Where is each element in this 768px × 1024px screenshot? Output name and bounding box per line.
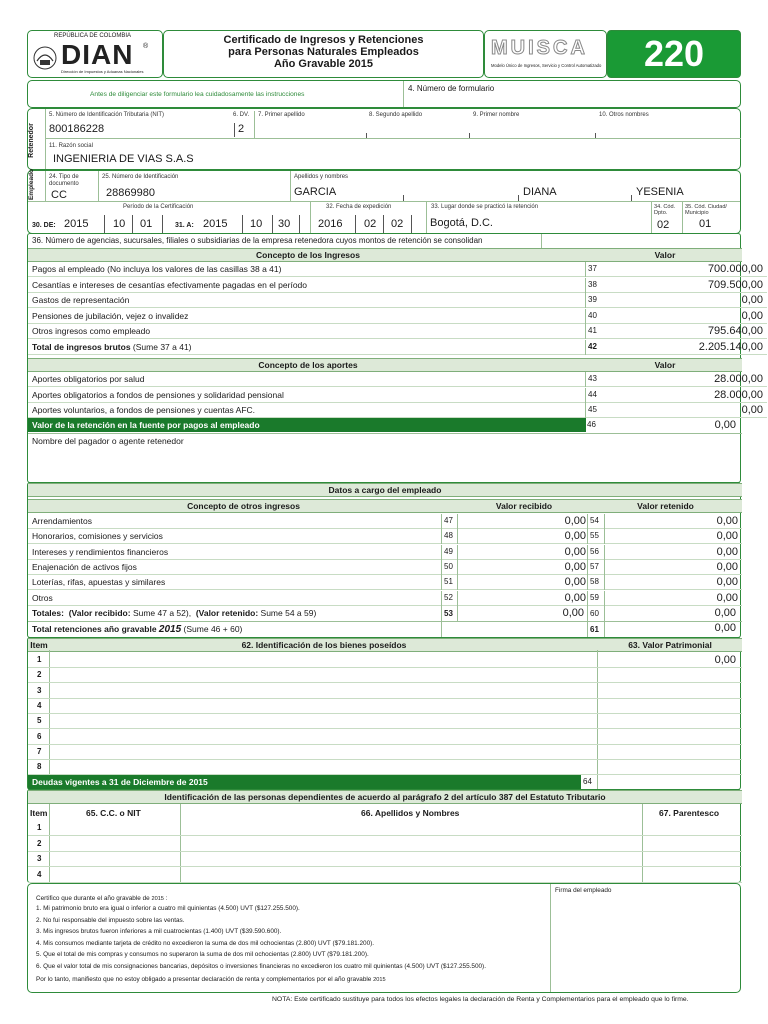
bien-row — [28, 699, 742, 714]
certifico-line: 1. Mi patrimonio bruto era igual o inferior a cuatro mil quinientas (4.500) UVT ($127.255.500). — [36, 905, 300, 912]
column-divider — [457, 575, 458, 590]
ingreso-value: 0,00 — [741, 309, 763, 322]
nit-label: 5. Número de Identificación Tributaria (NIT) — [49, 112, 165, 118]
header-logo-box — [27, 30, 163, 78]
dependiente-item: 1 — [37, 823, 42, 832]
nombre1-value: DIANA — [523, 186, 557, 198]
dian-seal-icon — [32, 45, 58, 71]
otro-label: Otros — [32, 592, 53, 603]
bien-row — [28, 745, 742, 760]
total-retenciones-row: Total retenciones año gravable 2015 (Sume 46 + 60) — [32, 624, 243, 635]
ingreso-total-num: 42 — [585, 340, 601, 355]
otro-num-recibido: 49 — [441, 545, 457, 560]
ingreso-row — [28, 324, 767, 339]
apellido1-label: 7. Primer apellido — [258, 112, 305, 118]
bien-item: 7 — [37, 746, 42, 756]
retencion-row: Valor de la retención en la fuente por pagos al empleado — [28, 418, 586, 432]
bien-row — [28, 668, 742, 683]
nombre2-value: YESENIA — [636, 186, 684, 198]
fecha-month: 02 — [364, 218, 377, 230]
otro-ingreso-row — [28, 545, 742, 560]
concepto-otros-header: Concepto de otros ingresos — [28, 499, 459, 513]
total-ret-value: 0,00 — [714, 622, 736, 634]
otro-value-retenido: 0,00 — [716, 515, 738, 527]
otro-ingreso-row — [28, 560, 742, 575]
razon-social-label: 11. Razón social — [49, 143, 93, 149]
firma-field[interactable] — [555, 898, 737, 988]
ingreso-total-row — [28, 340, 767, 355]
ingresos-box — [27, 233, 763, 483]
a-year: 2015 — [203, 218, 228, 230]
ingreso-num: 40 — [585, 309, 601, 324]
muisca-box — [484, 30, 607, 78]
otro-value-retenido: 0,00 — [716, 591, 738, 604]
certifico-line: 2. No fui responsable del impuesto sobre las ventas. — [36, 916, 185, 924]
razon-social-value: INGENIERIA DE VIAS S.A.S — [53, 153, 194, 165]
dv-value: 2 — [238, 123, 245, 135]
otro-value-recibido: 0,00 — [564, 591, 586, 604]
ingreso-label: Cesantías e intereses de cesantías efectivamente pagadas en el período — [32, 279, 308, 290]
form-number: 220 — [643, 33, 705, 74]
bien-row — [28, 730, 742, 745]
empleado-box — [27, 170, 741, 234]
tipo-doc-value: CC — [51, 189, 67, 201]
dependiente-item: 2 — [37, 838, 42, 848]
title-line-3: Año Gravable 2015 — [273, 58, 374, 70]
a-month: 10 — [250, 218, 263, 230]
otro-label: Loterías, rifas, apuestas y similares — [32, 577, 166, 588]
pagador-label: Nombre del pagador o agente retenedor — [32, 436, 184, 446]
certifico-line: 3. Mis ingresos brutos fueron inferiores a mil cuatrocientas (1.400) UVT ($39.590.600). — [36, 928, 282, 936]
ingreso-label: Gastos de representación — [32, 295, 130, 305]
column-divider — [604, 545, 605, 560]
ciudad-value: 01 — [699, 218, 712, 230]
title-line-1: Certificado de Ingresos y Retenciones — [223, 34, 424, 46]
apellido1-value: GARCIA — [294, 186, 337, 198]
bien-item: 5 — [37, 716, 42, 726]
intro-box — [27, 80, 741, 108]
bien-item: 8 — [37, 762, 42, 772]
a-day: 30 — [278, 218, 291, 230]
otro-value-recibido: 0,00 — [564, 545, 586, 558]
otro-label: Arrendamientos — [32, 516, 93, 526]
column-divider — [604, 591, 605, 606]
certifico-intro: Certifico que durante el año gravable de 2015 : — [36, 895, 168, 902]
dpto-value: 02 — [657, 219, 670, 231]
aporte-num: 44 — [585, 388, 601, 403]
certifico-line: 5. Que el total de mis compras y consumos no superaron la suma de dos mil ochocientas (2.800) UVT ($79.181.200). — [36, 951, 369, 959]
muisca-subtitle: Modelo Único de Ingresos, Servicio y Control Automatizado — [491, 63, 602, 68]
otro-value-recibido: 0,00 — [564, 560, 586, 573]
otro-num-retenido: 55 — [587, 529, 603, 544]
registered-mark: ® — [143, 43, 149, 50]
otro-num-retenido: 54 — [587, 514, 603, 529]
num-id-value: 28869980 — [106, 187, 155, 199]
de-month: 10 — [113, 218, 126, 230]
tot-recibido-value: 0,00 — [562, 607, 584, 619]
otro-value-recibido: 0,00 — [564, 576, 586, 589]
bien-row — [28, 684, 742, 699]
totales-row: Totales: (Valor recibido: Sume 47 a 52), (Valor retenido: Sume 54 a 59) — [32, 608, 317, 618]
firma-label: Firma del empleado — [555, 887, 612, 894]
instructions-text: Antes de diligenciar este formulario lea cuidadosamente las instrucciones — [90, 91, 305, 98]
otro-num-recibido: 48 — [441, 529, 457, 544]
de-label: 30. DE: — [32, 222, 56, 229]
ciudad-label: 35. Cód. Ciudad/ Municipio — [685, 204, 727, 216]
otro-ingreso-row — [28, 575, 742, 590]
datos-empleado-header: Datos a cargo del empleado — [28, 483, 742, 497]
certifico-line: 4. Mis consumos mediante tarjeta de crédito no excedieron la suma de dos mil ochocientas (2.800) UVT ($79.181.200). — [36, 939, 375, 947]
title-line-2: para Personas Naturales Empleados — [228, 46, 419, 58]
aporte-row — [28, 403, 767, 418]
certifico-closing: Por lo tanto, manifiesto que no estoy obligado a presentar declaración de renta y complementarios por el año gravable 2015 — [36, 976, 386, 983]
ingreso-num: 39 — [585, 293, 601, 308]
otro-ingreso-row — [28, 591, 742, 606]
retenido-header: Valor retenido — [589, 499, 742, 513]
nombre1-label: 9. Primer nombre — [473, 112, 520, 118]
dependientes-title: Identificación de las personas dependientes de acuerdo al parágrafo 2 del artículo 387 del Estatuto Tributario — [28, 790, 742, 804]
de-day: 01 — [140, 218, 153, 230]
periodo-label: Período de la Certificación — [123, 204, 194, 210]
ingreso-num: 37 — [585, 262, 601, 277]
tot-retenido-num: 60 — [590, 609, 599, 618]
bienes-box — [27, 637, 741, 790]
retencion-value: 0,00 — [714, 419, 736, 431]
aportes-valor-header: Valor — [588, 358, 742, 372]
header-title-box — [163, 30, 484, 78]
ingreso-label: Otros ingresos como empleado — [32, 326, 151, 336]
dep-cc-header: 65. C.C. o NIT — [86, 808, 141, 818]
aporte-row — [28, 388, 767, 403]
ingresos-valor-header: Valor — [588, 248, 742, 262]
form-number-label: 4. Número de formulario — [408, 84, 495, 93]
deudas-row: Deudas vigentes a 31 de Diciembre de 2015 — [28, 775, 581, 789]
ingreso-total-text: Total de ingresos brutos — [32, 341, 131, 352]
ingreso-row — [28, 262, 767, 277]
otro-num-retenido: 57 — [587, 560, 603, 575]
aporte-value: 28.000,00 — [714, 373, 763, 385]
otro-num-recibido: 52 — [441, 591, 457, 606]
bienes-item-header: Item — [28, 638, 50, 652]
dv-label: 6. DV. — [233, 112, 250, 118]
ingreso-total-label — [32, 342, 192, 352]
column-divider — [457, 545, 458, 560]
recibido-header: Valor recibido — [459, 499, 589, 513]
dependiente-row — [28, 852, 742, 867]
ingreso-value: 700.000,00 — [707, 263, 763, 275]
otro-num-recibido: 51 — [441, 575, 457, 590]
otro-value-recibido: 0,00 — [564, 515, 586, 527]
otro-num-retenido: 56 — [587, 545, 603, 560]
dep-parentesco-header: 67. Parentesco — [659, 808, 720, 818]
certifico-line: 6. Que el valor total de mis consignaciones bancarias, depósitos o inversiones financieras no excedieron los cuatro mil quinientas (4.500) UVT ($127.255.500). — [36, 963, 486, 970]
bien-row — [28, 760, 742, 775]
otro-value-retenido: 0,00 — [716, 576, 738, 589]
otro-label: Intereses y rendimientos financieros — [32, 546, 169, 557]
ingreso-row — [28, 309, 767, 324]
bien-item: 3 — [37, 685, 42, 695]
fecha-year: 2016 — [318, 218, 343, 230]
aporte-label: Aportes obligatorios a fondos de pensiones y solidaridad pensional — [32, 389, 284, 400]
bien-item: 4 — [37, 700, 42, 710]
otro-value-retenido: 0,00 — [716, 530, 738, 543]
otros-nombres-label: 10. Otros nombres — [599, 112, 649, 118]
otro-value-retenido: 0,00 — [716, 560, 738, 573]
dependiente-item: 3 — [37, 854, 42, 863]
bienes-valor-header: 63. Valor Patrimonial — [598, 638, 742, 652]
nit-value: 800186228 — [49, 123, 105, 135]
otro-value-retenido: 0,00 — [716, 545, 738, 558]
otro-label: Honorarios, comisiones y servicios — [32, 531, 163, 542]
otro-num-recibido: 50 — [441, 560, 457, 575]
column-divider — [457, 591, 458, 606]
otro-ingreso-row — [28, 514, 742, 529]
column-divider — [457, 514, 458, 529]
certifico-box — [27, 883, 741, 993]
retenedor-box — [27, 108, 741, 170]
dep-nombres-header: 66. Apellidos y Nombres — [361, 808, 460, 818]
fecha-day: 02 — [391, 218, 404, 230]
apellidos-nombres-label: Apellidos y nombres — [294, 174, 349, 180]
aporte-num: 45 — [585, 403, 601, 418]
dian-logo-text: DIAN — [61, 39, 134, 70]
aporte-label: Aportes obligatorios por salud — [32, 374, 145, 384]
aporte-value: 0,00 — [741, 404, 763, 416]
dpto-label: 34. Cód. Dpto. — [654, 204, 676, 216]
ingreso-label: Pensiones de jubilación, vejez o invalidez — [32, 310, 189, 321]
column-divider — [457, 529, 458, 544]
column-divider — [604, 529, 605, 544]
bienes-desc-header: 62. Identificación de los bienes poseídos — [50, 638, 598, 652]
bien-1-value: 0,00 — [714, 654, 736, 666]
retenedor-side-label: Retenedor — [27, 123, 35, 158]
otro-num-retenido: 59 — [587, 591, 603, 606]
dependiente-row — [28, 821, 742, 836]
tot-recibido-num: 53 — [444, 609, 453, 618]
otro-value-recibido: 0,00 — [564, 530, 586, 543]
aporte-row — [28, 372, 767, 387]
country-label: REPÚBLICA DE COLOMBIA — [54, 33, 132, 39]
aporte-value: 28.000,00 — [714, 388, 763, 401]
tot-retenido-value: 0,00 — [714, 607, 736, 619]
empleado-side-label: Empleado — [28, 168, 36, 201]
total-ret-num: 61 — [590, 625, 599, 634]
muisca-logo: MUISCA — [491, 37, 588, 59]
ingreso-num: 38 — [585, 278, 601, 293]
bien-item: 1 — [37, 655, 42, 664]
num-id-label: 25. Número de Identificación — [102, 174, 179, 180]
ingreso-value: 795.640,00 — [707, 325, 763, 337]
ingreso-value: 0,00 — [741, 294, 763, 306]
aportes-header: Concepto de los aportes — [28, 358, 588, 372]
bien-item: 2 — [37, 670, 42, 680]
ingreso-value: 709.500,00 — [707, 278, 763, 291]
dep-item-header: Item — [30, 808, 48, 818]
otro-num-recibido: 47 — [441, 514, 457, 529]
ingreso-num: 41 — [585, 324, 601, 339]
column-divider — [604, 514, 605, 529]
aporte-num: 43 — [585, 372, 601, 387]
bien-row — [28, 653, 742, 668]
dependientes-box — [27, 789, 741, 883]
lugar-label: 33. Lugar donde se practicó la retención — [431, 204, 539, 210]
column-divider — [604, 560, 605, 575]
dian-subtitle: Dirección de Impuestos y Aduanas Nacionales — [61, 69, 144, 74]
bien-row — [28, 714, 742, 729]
tipo-doc-label: 24. Tipo de documento — [49, 174, 79, 187]
ingreso-row — [28, 293, 767, 308]
column-divider — [457, 560, 458, 575]
otro-ingreso-row — [28, 529, 742, 544]
ingreso-total-value: 2.205.140,00 — [698, 340, 763, 353]
de-year: 2015 — [64, 218, 89, 230]
otro-num-retenido: 58 — [587, 575, 603, 590]
a-label: 31. A: — [175, 222, 194, 229]
form-number-box — [607, 30, 741, 78]
column-divider — [604, 575, 605, 590]
bien-item: 6 — [37, 731, 42, 741]
deudas-num: 64 — [583, 777, 592, 786]
aporte-label: Aportes voluntarios, a fondos de pensiones y cuentas AFC. — [32, 405, 256, 415]
lugar-value: Bogotá, D.C. — [430, 217, 493, 229]
ingresos-header: Concepto de los Ingresos — [28, 248, 588, 262]
dependiente-row — [28, 868, 742, 883]
dependiente-item: 4 — [37, 869, 42, 879]
ingreso-label: Pagos al empleado (No incluya los valores de las casillas 38 a 41) — [32, 264, 282, 274]
nota: NOTA: Este certificado sustituye para todos los efectos legales la declaración de Renta y Complementarios para el empleado que lo firme. — [272, 996, 689, 1003]
dependiente-row — [28, 837, 742, 852]
fecha-expedicion-label: 32. Fecha de expedición — [326, 204, 392, 210]
retencion-num: 46 — [587, 420, 596, 429]
ingreso-row — [28, 278, 767, 293]
agencias-label: 36. Número de agencias, sucursales, filiales o subsidiarias de la empresa retenedora cuyos montos de retención se consolidan — [32, 236, 483, 245]
ingreso-total-note: (Sume 37 a 41) — [132, 341, 192, 352]
otros-box — [27, 482, 741, 638]
otro-label: Enajenación de activos fijos — [32, 561, 137, 572]
apellido2-label: 8. Segundo apellido — [369, 112, 423, 118]
